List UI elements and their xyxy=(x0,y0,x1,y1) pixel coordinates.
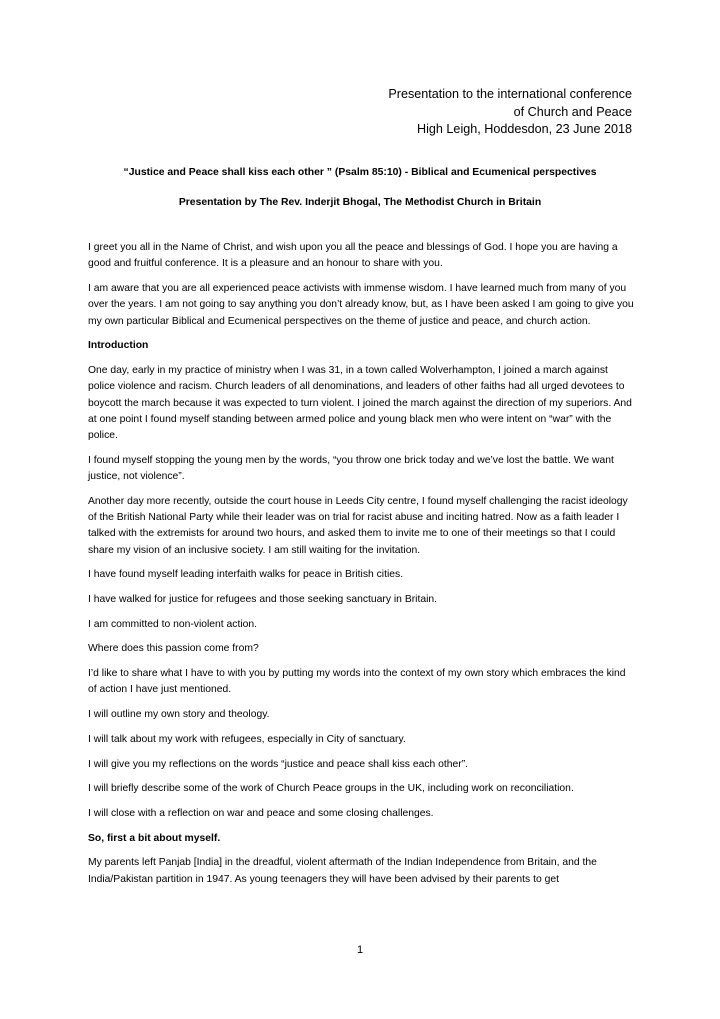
paragraph: My parents left Panjab [India] in the dreadful, violent aftermath of the Indian Independence from Britain, and the India/Pakistan partition in 1947. As young teenagers they will have been advised by their parents to get xyxy=(88,857,597,885)
paragraph: I am aware that you are all experienced peace activists with immense wisdom. I have learned much from many of you over the years. I am not going to say anything you don’t already know, but, as I have been asked I am going to give you my own particular Biblical and Ecumenical perspectives on the theme of justice and peace, and church action. xyxy=(88,282,634,327)
paragraph: I will outline my own story and theology. xyxy=(88,709,270,721)
paragraph: I greet you all in the Name of Christ, and wish upon you all the peace and blessings of God. I hope you are having a good and fruitful conference. It is a pleasure and an honour to share with you. xyxy=(88,242,618,270)
paragraph: I will close with a reflection on war and peace and some closing challenges. xyxy=(88,807,434,819)
paragraph: I have walked for justice for refugees and those seeking sanctuary in Britain. xyxy=(88,594,438,606)
paragraph: I will talk about my work with refugees, especially in City of sanctuary. xyxy=(88,733,406,745)
title-block xyxy=(88,166,632,210)
paragraph: I will briefly describe some of the work of Church Peace groups in the UK, including work on reconciliation. xyxy=(88,783,574,795)
paragraph: One day, early in my practice of ministry when I was 31, in a town called Wolverhampton, I joined a march against police violence and racism. Church leaders of all denominations, and leaders of other faiths had all urged devotees to boycott the march because it was expected to turn violent. I joined the march against the direction of my superiors. And at one point I found myself standing between armed police and young black men who were intent on “war” with the police. xyxy=(88,364,632,442)
section-heading-introduction: Introduction xyxy=(88,340,149,352)
header-line-3: High Leigh, Hoddesdon, 23 June 2018 xyxy=(417,122,632,137)
header-line-2: of Church and Peace xyxy=(513,104,632,119)
document-title: “Justice and Peace shall kiss each other ” (Psalm 85:10) - Biblical and Ecumenical perspectives xyxy=(123,167,597,178)
paragraph: I found myself stopping the young men by the words, “you throw one brick today and we’ve lost the battle. We want justice, not violence”. xyxy=(88,454,614,483)
paragraph: I am committed to non-violent action. xyxy=(88,618,258,630)
body-text xyxy=(88,240,636,896)
paragraph: Another day more recently, outside the court house in Leeds City centre, I found myself challenging the racist ideology of the British National Party while their leader was on trial for racist abuse and inciting hatred. Now as a faith leader I talked with the extremists for around two hours, and asked them to invite me to one of their meetings so that I could share my vision of an inclusive society. I am still waiting for the invitation. xyxy=(88,495,628,556)
paragraph: Where does this passion come from? xyxy=(88,643,259,655)
header-line-1: Presentation to the international conference xyxy=(388,87,632,101)
paragraph: I’d like to share what I have to with you by putting my words into the context of my own story which embraces the kind of action I have just mentioned. xyxy=(88,668,626,696)
paragraph: I have found myself leading interfaith walks for peace in British cities. xyxy=(88,569,404,581)
conference-header xyxy=(332,86,632,139)
paragraph: I will give you my reflections on the words “justice and peace shall kiss each other”. xyxy=(88,758,469,770)
document-subtitle: Presentation by The Rev. Inderjit Bhogal, The Methodist Church in Britain xyxy=(178,197,542,208)
section-heading-about-myself: So, first a bit about myself. xyxy=(88,832,221,844)
page-number: 1 xyxy=(356,944,364,956)
